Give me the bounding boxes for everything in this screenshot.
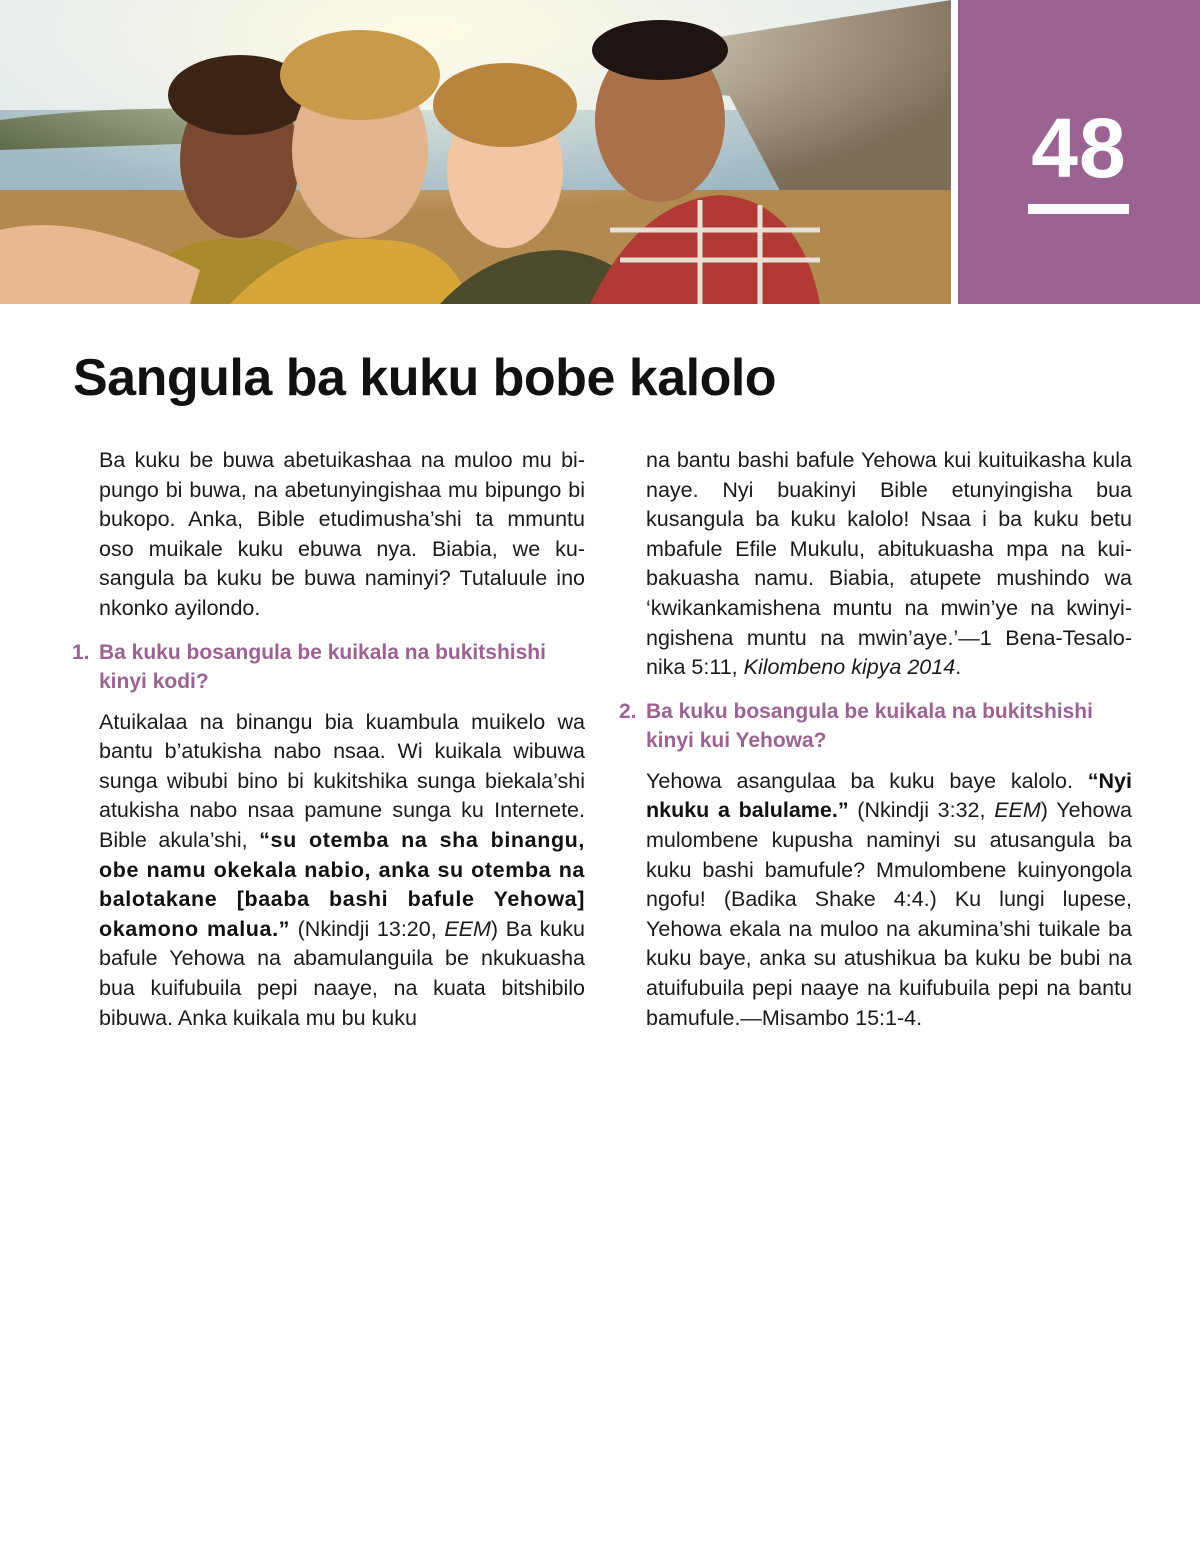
page-title: Sangula ba kuku bobe kalolo [73,349,777,407]
q1-ref-pre: (Nkindji 13:20, [297,916,437,941]
question-2-text: Ba kuku bosangula be kuikala na bukitshishi kinyi kui Yehowa? [646,699,1093,752]
q1-text-c: na bantu bashi bafule Yehowa kui kuituikasha kula naye. Nyi buakinyi Bible etunyingisha bua kusangula ba kuku kalolo! Nsaa i ba kuku betu mbafule Efile Mukulu, abitukuasha mpa na kuibakuasha namu. Biabia, atupete mushindo wa ‘kwikankamishena muntu na mwin’ye na kwinyingishena muntu na mwin’aye.’—1 Bena-Tesalonika 5:11, [646,448,1132,680]
q1-citation-end: . [955,655,962,680]
intro-paragraph: Ba kuku be buwa abetuikashaa na muloo mu bipungo bi buwa, na abetunyingishaa mu bipungo bi bukopo. Anka, Bible etudimusha’shi ta mmuntu oso muikale kuku ebuwa nya. Biabia, we kusangula ba kuku be buwa naminyi? Tutaluule ino nkonko ayilondo. [99,448,585,620]
right-column [619,446,1132,1047]
q1-text-a: Atuikalaa na binangu bia kuambula muikelo wa bantu b’atukisha nabo nsaa. Wi kuikala wibuwa sunga wibubi bino bi kukitshika sunga biekala’shi atukisha nabo nsaa pamune sunga ku Internete. Bible akula’shi, [99,709,585,852]
question-1-paragraph [99,708,585,1034]
lesson-number-box [958,0,1200,304]
q1-scripture-quote: “su otemba na sha binangu, obe namu okekala nabio, anka su otemba na balotakane [baaba bashi bafule Yehowa] okamono malua.” [99,827,585,941]
question-1-number: 1. [72,640,90,664]
question-2-paragraph [646,767,1132,1033]
q1-ref-book: EEM [444,916,491,941]
left-column [72,446,585,1047]
friends-selfie-illustration [0,0,951,304]
question-2-number: 2. [619,699,637,723]
question-1-continuation [646,446,1132,683]
lesson-number: 48 [1031,101,1127,195]
q1-citation-book: Kilombeno kipya 2014 [743,655,956,680]
question-1-text: Ba kuku bosangula be kuikala na bukitshishi kinyi kodi? [99,640,546,693]
question-1-heading [72,638,585,696]
q1-ref-post: ) [490,916,499,941]
q1-text-b: Ba kuku bafule Yehowa na abamulanguila be nkukuasha bua kuifubuila pepi naaye, na kuata bitshibilo bibuwa. Anka kuikala mu bu kuku [99,916,585,1030]
q2-scripture-quote: “Nyi nkuku a balulame.” [646,768,1132,823]
question-2-heading [619,697,1132,755]
q2-text-b: ) Yehowa mulombene kupusha naminyi su atusangula ba kuku bashi bamufule? Mmulombene kuinyongola ngofu! (Badika Shake 4:4.) Ku lungi lupese, Yehowa ekala na muloo na akumina’shi tuikale ba kuku baye, anka su atushikua ba kuku be bubi na atuifubuila pepi naaye na kuifubuila pepi na bantu bamufule.—Misambo 15:1-4. [646,798,1132,1030]
q2-ref-book: EEM [994,798,1041,823]
q2-text-a: Yehowa asangulaa ba kuku baye kalolo. [646,768,1073,793]
q2-ref-pre: (Nkindji 3:32, [857,798,986,823]
hero-photo [0,0,951,304]
lesson-number-underline [1028,204,1129,214]
